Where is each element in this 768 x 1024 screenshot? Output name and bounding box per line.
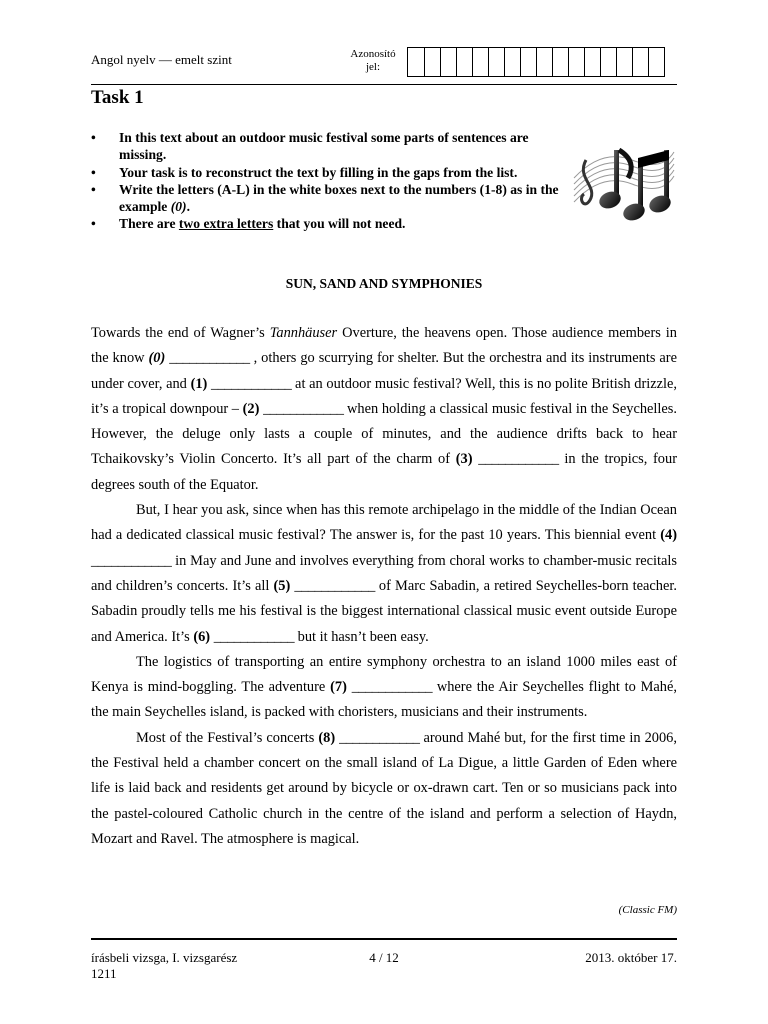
id-label — [338, 48, 408, 74]
footer-exam-label: írásbeli vizsga, I. vizsgarész — [91, 950, 238, 965]
id-digit-box[interactable] — [584, 48, 600, 76]
answer-blank: ____________ — [294, 577, 375, 594]
footer-left — [91, 950, 237, 982]
bullet-icon: • — [91, 216, 96, 232]
article-paragraph: Towards the end of Wagner’s Tannhäuser Overture, the heavens open. Those audience members in the know (0) ____________ , others go scurrying for shelter. But the orchestra and its instruments are under cover, and (1) ____________ at an outdoor music festival? Well, this is no polite British drizzle, it’s a tropical downpour – (2) ____________ when holding a classical music festival in the Seychelles. However, the deluge only lasts a couple of minutes, and the audience drifts back to hear Tchaikovsky’s Violin Concerto. It’s all part of the charm of (3) ____________ in the tropics, four degrees south of the Equator. — [91, 325, 677, 493]
id-label-line2: jel: — [365, 61, 381, 73]
footer-code: 1211 — [91, 966, 117, 981]
gap-number: (8) — [318, 729, 336, 746]
bullet-icon: • — [91, 181, 96, 197]
answer-blank: ____________ — [91, 552, 172, 569]
answer-blank: ____________ — [351, 679, 433, 696]
id-digit-box[interactable] — [600, 48, 616, 76]
article-source: (Classic FM) — [618, 904, 677, 916]
answer-blank: ____________ — [213, 628, 295, 645]
id-digit-box[interactable] — [424, 48, 440, 76]
id-digit-box[interactable] — [552, 48, 568, 76]
bullet-icon: • — [91, 130, 96, 145]
id-digit-box[interactable] — [408, 48, 424, 76]
id-digit-box[interactable] — [440, 48, 456, 76]
id-digit-box[interactable] — [456, 48, 472, 76]
subject-label: Angol nyelv — emelt szint — [91, 52, 232, 67]
gap-number: (7) — [330, 679, 347, 696]
music-notes-icon — [572, 138, 676, 230]
id-digit-box[interactable] — [536, 48, 552, 76]
answer-blank: ____________ — [169, 350, 250, 367]
id-boxes — [407, 47, 665, 77]
page-number: 4 / 12 — [369, 950, 399, 965]
gap-number: (6) — [193, 628, 211, 645]
gap-number: (1) — [190, 375, 208, 392]
id-digit-box[interactable] — [648, 48, 664, 76]
gap-number-example: (0) — [148, 350, 166, 367]
gap-number: (3) — [455, 451, 473, 468]
instruction-item: • There are two extra letters that you will not need. — [91, 216, 406, 232]
id-digit-box[interactable] — [632, 48, 648, 76]
id-digit-box[interactable] — [504, 48, 520, 76]
id-digit-box[interactable] — [568, 48, 584, 76]
instructions-list — [91, 129, 571, 233]
article-paragraph: The logistics of transporting an entire symphony orchestra to an island 1000 miles east of Kenya is mind-boggling. The adventure (7) ____________ where the Air Seychelles flight to Mahé, the main Seychelles island, is packed with choristers, musicians and their instruments. — [91, 653, 677, 721]
answer-blank: ____________ — [339, 729, 420, 746]
id-digit-box[interactable] — [488, 48, 504, 76]
id-label-line1: Azonosító — [350, 48, 396, 60]
bullet-icon: • — [91, 164, 96, 180]
instruction-item: • In this text about an outdoor music festival some parts of sentences are missing. — [91, 130, 529, 163]
task-title: Task 1 — [91, 87, 144, 108]
id-digit-box[interactable] — [520, 48, 536, 76]
answer-blank: ____________ — [263, 400, 344, 417]
gap-number: (2) — [242, 400, 260, 417]
article-title: SUN, SAND AND SYMPHONIES — [285, 276, 483, 291]
answer-blank: ____________ — [478, 451, 559, 468]
gap-number: (4) — [660, 527, 677, 544]
article-paragraph: Most of the Festival’s concerts (8) ____________ around Mahé but, for the first time in 2006, the Festival held a chamber concert on the small island of La Digue, a little Garden of Eden where life is laid back and residents get around by bicycle or ox-drawn cart. Ten or so musicians pack into the pastel-coloured Catholic church in the centre of the island and perform a selection of Haydn, Mozart and Ravel. The atmosphere is magical. — [91, 729, 677, 847]
exam-date: 2013. október 17. — [585, 950, 677, 965]
instruction-item: • Your task is to reconstruct the text by filling in the gaps from the list. — [91, 164, 518, 180]
id-digit-box[interactable] — [616, 48, 632, 76]
footer-rule — [91, 938, 677, 940]
answer-blank: ____________ — [211, 375, 292, 392]
id-digit-box[interactable] — [472, 48, 488, 76]
article-body — [91, 321, 677, 852]
header-rule — [91, 84, 677, 85]
article-paragraph: But, I hear you ask, since when has this remote archipelago in the middle of the Indian Ocean had a dedicated classical music festival? The answer is, for the past 10 years. This biennial event (4) ____________ in May and June and involves everything from choral works to chamber-music recitals and children’s concerts. It’s all (5) ____________ of Marc Sabadin, a retired Seychelles-born teacher. Sabadin proudly tells me his festival is the biggest international classical music event outside Europe and America. It’s (6) ____________ but it hasn’t been easy. — [91, 502, 677, 645]
instruction-item: • Write the letters (A-L) in the white boxes next to the numbers (1-8) as in the example (0). — [91, 181, 559, 215]
gap-number: (5) — [273, 577, 291, 594]
